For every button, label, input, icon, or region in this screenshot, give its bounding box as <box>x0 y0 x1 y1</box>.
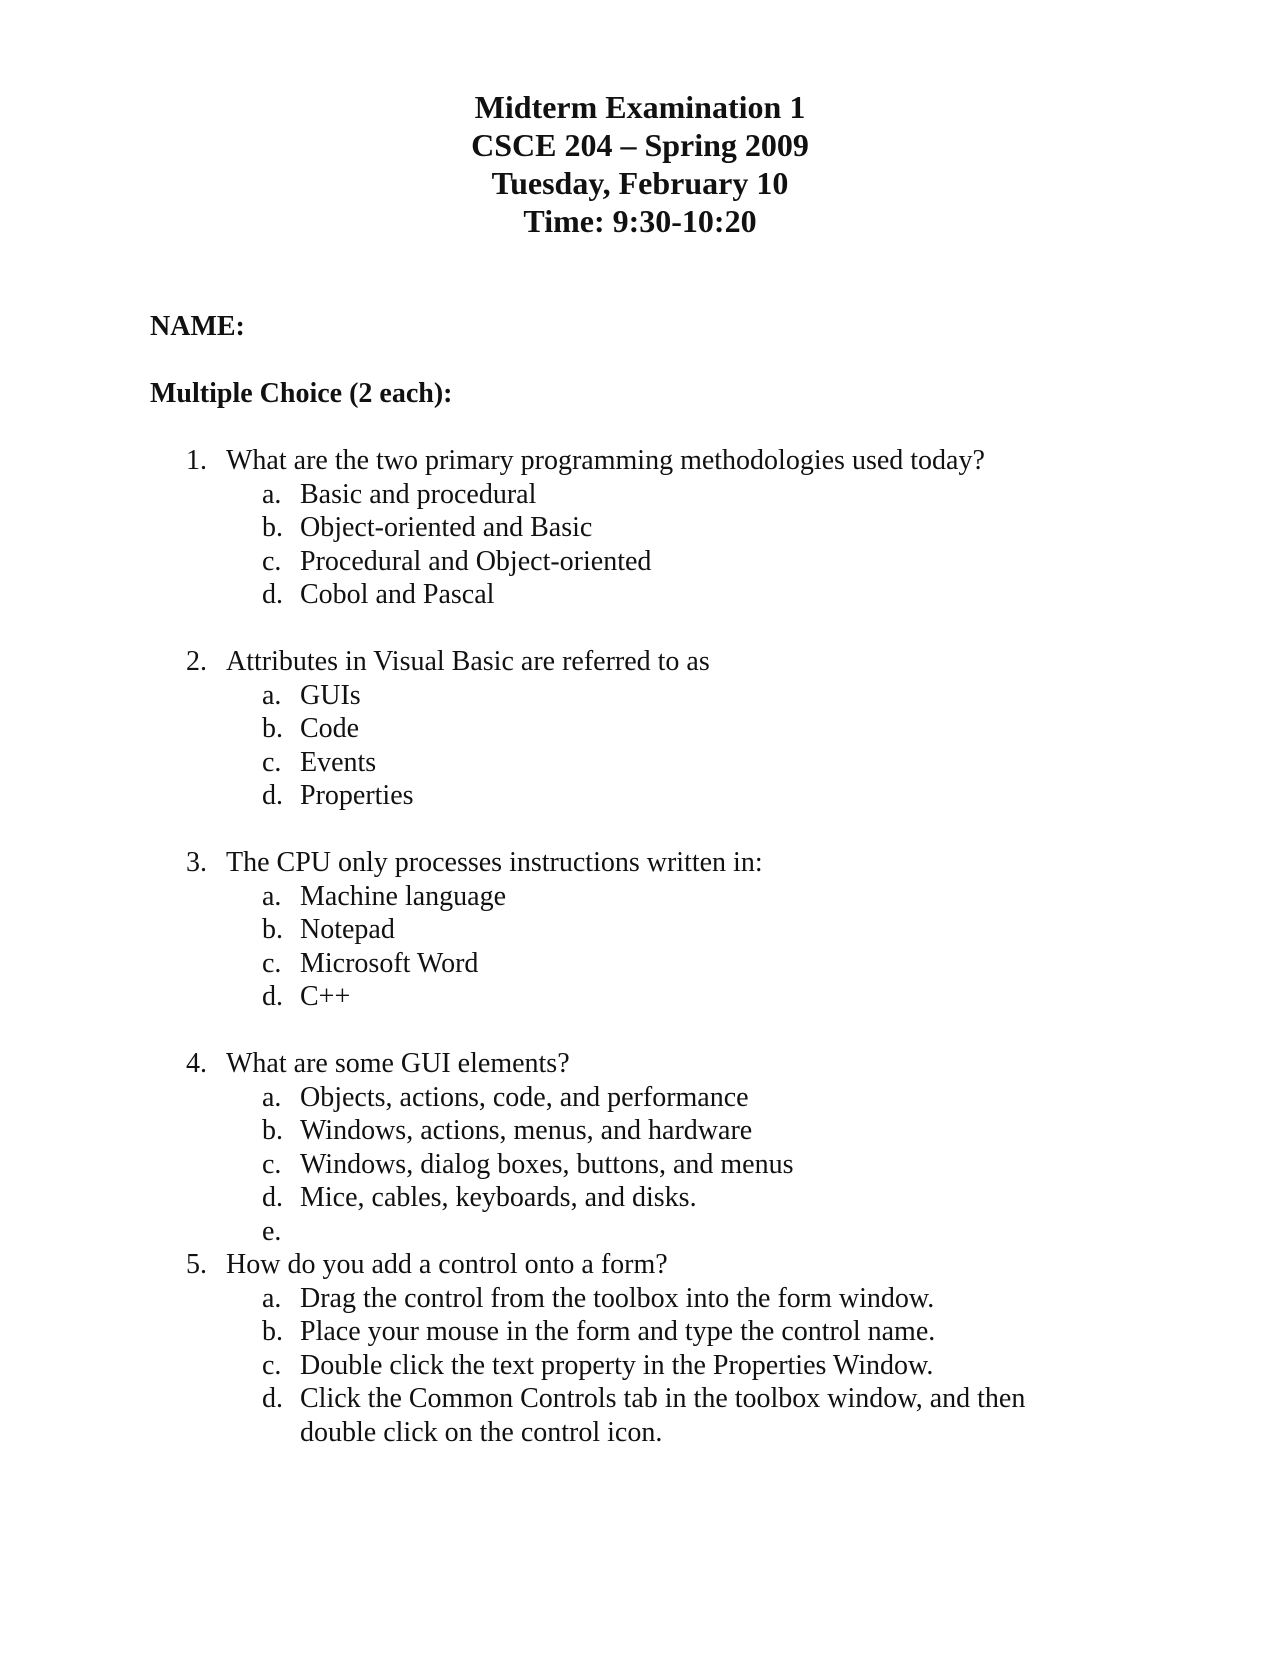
option-text: Mice, cables, keyboards, and disks. <box>300 1182 697 1213</box>
answer-option <box>0 913 1280 947</box>
option-text: Double click the text property in the Properties Window. <box>300 1349 934 1381</box>
answer-option <box>0 1215 1280 1249</box>
question-row <box>0 645 1280 679</box>
question-row <box>0 1248 1280 1282</box>
question-1 <box>0 444 1280 612</box>
option-letter: c. <box>262 947 282 979</box>
question-row <box>0 1047 1280 1081</box>
option-text: Objects, actions, code, and performance <box>300 1081 749 1113</box>
option-letter: c. <box>262 1148 282 1180</box>
answer-option <box>0 746 1280 780</box>
option-letter: b. <box>262 1316 283 1347</box>
answer-option <box>0 545 1280 579</box>
question-text: How do you add a control onto a form? <box>226 1249 668 1280</box>
question-list <box>0 444 1280 1449</box>
option-text: GUIs <box>300 679 361 711</box>
answer-option <box>0 1382 1280 1416</box>
option-letter: b. <box>262 512 283 543</box>
exam-title: Midterm Examination 1 <box>474 89 806 125</box>
answer-option <box>0 1181 1280 1215</box>
option-letter: d. <box>262 1383 283 1414</box>
answer-option <box>0 1282 1280 1316</box>
answer-option <box>0 578 1280 612</box>
option-letter: a. <box>262 1282 282 1314</box>
question-text: Attributes in Visual Basic are referred to as <box>226 646 710 677</box>
question-number: 5. <box>186 1249 207 1280</box>
spacer <box>0 813 1280 847</box>
option-text: Object-oriented and Basic <box>300 512 593 543</box>
exam-header <box>0 88 1280 240</box>
answer-option <box>0 712 1280 746</box>
option-text: Machine language <box>300 880 507 912</box>
answer-option <box>0 1349 1280 1383</box>
option-text: Properties <box>300 780 414 811</box>
answer-option <box>0 1114 1280 1148</box>
exam-date: Tuesday, February 10 <box>491 165 789 201</box>
option-letter: a. <box>262 478 282 510</box>
question-2 <box>0 645 1280 813</box>
question-row <box>0 846 1280 880</box>
answer-option <box>0 947 1280 981</box>
option-letter: a. <box>262 679 282 711</box>
option-text: Place your mouse in the form and type the control name. <box>300 1316 936 1347</box>
answer-option <box>0 679 1280 713</box>
question-4 <box>0 1047 1280 1248</box>
spacer <box>0 1014 1280 1048</box>
answer-option <box>0 980 1280 1014</box>
option-text: Code <box>300 713 360 744</box>
answer-option <box>0 1315 1280 1349</box>
option-text: Procedural and Object-oriented <box>300 545 652 577</box>
option-letter: e. <box>262 1215 282 1247</box>
spacer <box>0 612 1280 646</box>
option-text: Click the Common Controls tab in the toolbox window, and then <box>300 1383 1026 1414</box>
question-5 <box>0 1248 1280 1449</box>
option-text: Windows, actions, menus, and hardware <box>300 1115 753 1146</box>
option-letter: c. <box>262 746 282 778</box>
question-text: What are some GUI elements? <box>226 1048 570 1079</box>
option-letter: c. <box>262 1349 282 1381</box>
question-row <box>0 444 1280 478</box>
question-number: 2. <box>186 646 207 677</box>
option-text: Notepad <box>300 914 395 945</box>
option-letter: d. <box>262 1182 283 1213</box>
question-number: 4. <box>186 1048 207 1079</box>
option-letter: d. <box>262 579 283 610</box>
option-letter: b. <box>262 1115 283 1146</box>
question-text: The CPU only processes instructions written in: <box>226 847 763 878</box>
question-number: 3. <box>186 847 207 878</box>
answer-option <box>0 1148 1280 1182</box>
option-letter: a. <box>262 880 282 912</box>
option-letter: d. <box>262 780 283 811</box>
exam-time: Time: 9:30-10:20 <box>523 203 757 239</box>
option-text: Basic and procedural <box>300 478 537 510</box>
question-text: What are the two primary programming methodologies used today? <box>226 445 985 476</box>
option-text: C++ <box>300 981 351 1012</box>
option-text: Windows, dialog boxes, buttons, and menus <box>300 1148 794 1180</box>
option-letter: a. <box>262 1081 282 1113</box>
option-text: Events <box>300 746 377 778</box>
option-text: Drag the control from the toolbox into the form window. <box>300 1282 935 1314</box>
option-text: Cobol and Pascal <box>300 579 495 610</box>
option-letter: b. <box>262 914 283 945</box>
option-letter: d. <box>262 981 283 1012</box>
answer-option-continuation <box>0 1416 1280 1450</box>
name-label: NAME: <box>150 311 245 342</box>
option-letter: b. <box>262 713 283 744</box>
question-number: 1. <box>186 445 207 476</box>
answer-option <box>0 511 1280 545</box>
answer-option <box>0 880 1280 914</box>
course-title: CSCE 204 – Spring 2009 <box>471 127 809 163</box>
option-text: Microsoft Word <box>300 947 479 979</box>
question-3 <box>0 846 1280 1014</box>
section-label: Multiple Choice (2 each): <box>150 378 453 409</box>
answer-option <box>0 779 1280 813</box>
answer-option <box>0 478 1280 512</box>
option-letter: c. <box>262 545 282 577</box>
answer-option <box>0 1081 1280 1115</box>
option-text-continued: double click on the control icon. <box>300 1416 663 1448</box>
